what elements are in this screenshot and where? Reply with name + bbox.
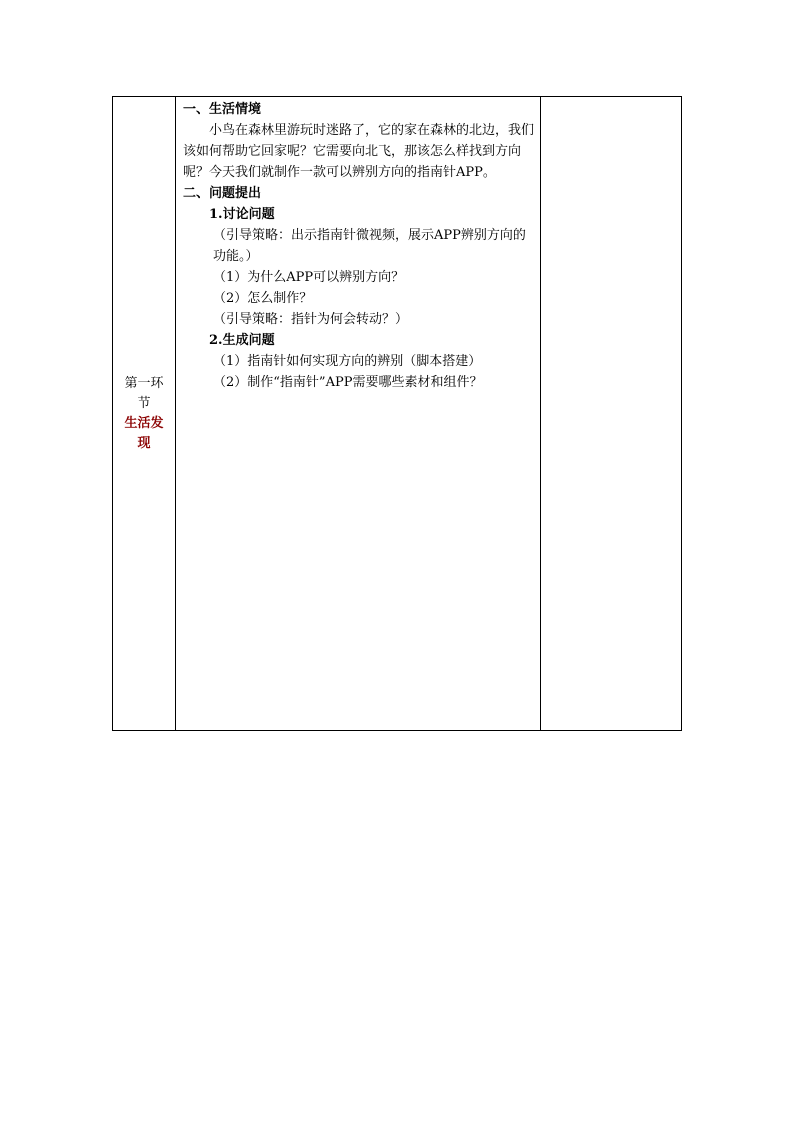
stage-number: 第一环节	[124, 375, 164, 411]
notes-cell	[541, 97, 682, 731]
sub2-heading: 2.生成问题	[209, 333, 275, 348]
stage-label	[113, 374, 175, 454]
content-cell	[176, 97, 541, 731]
sub1-strategy-2: （引导策略：指针为何会转动？）	[213, 312, 409, 327]
table-row	[113, 97, 682, 731]
section1-paragraph: 小鸟在森林里游玩时迷路了，它的家在森林的北边，我们该如何帮助它回家呢？它需要向北飞，那该怎么样找到方向呢？今天我们就制作一款可以辨别方向的指南针APP。	[183, 123, 535, 180]
stage-title: 生活发现	[124, 415, 164, 451]
lesson-plan-table	[112, 96, 682, 731]
section1-heading: 一、生活情境	[183, 102, 262, 117]
sub1-question-1: （1）为什么APP可以辨别方向？	[213, 270, 405, 285]
sub1-heading: 1.讨论问题	[209, 207, 275, 222]
sub1-question-2: （2）怎么制作？	[213, 291, 313, 306]
sub2-question-1: （1）指南针如何实现方向的辨别（脚本搭建）	[213, 354, 482, 369]
sub1-strategy: （引导策略：出示指南针微视频，展示APP辨别方向的功能。）	[213, 228, 526, 264]
stage-cell	[113, 97, 176, 731]
section2-heading: 二、问题提出	[183, 186, 262, 201]
sub2-question-2: （2）制作“指南针”APP需要哪些素材和组件？	[213, 375, 483, 390]
